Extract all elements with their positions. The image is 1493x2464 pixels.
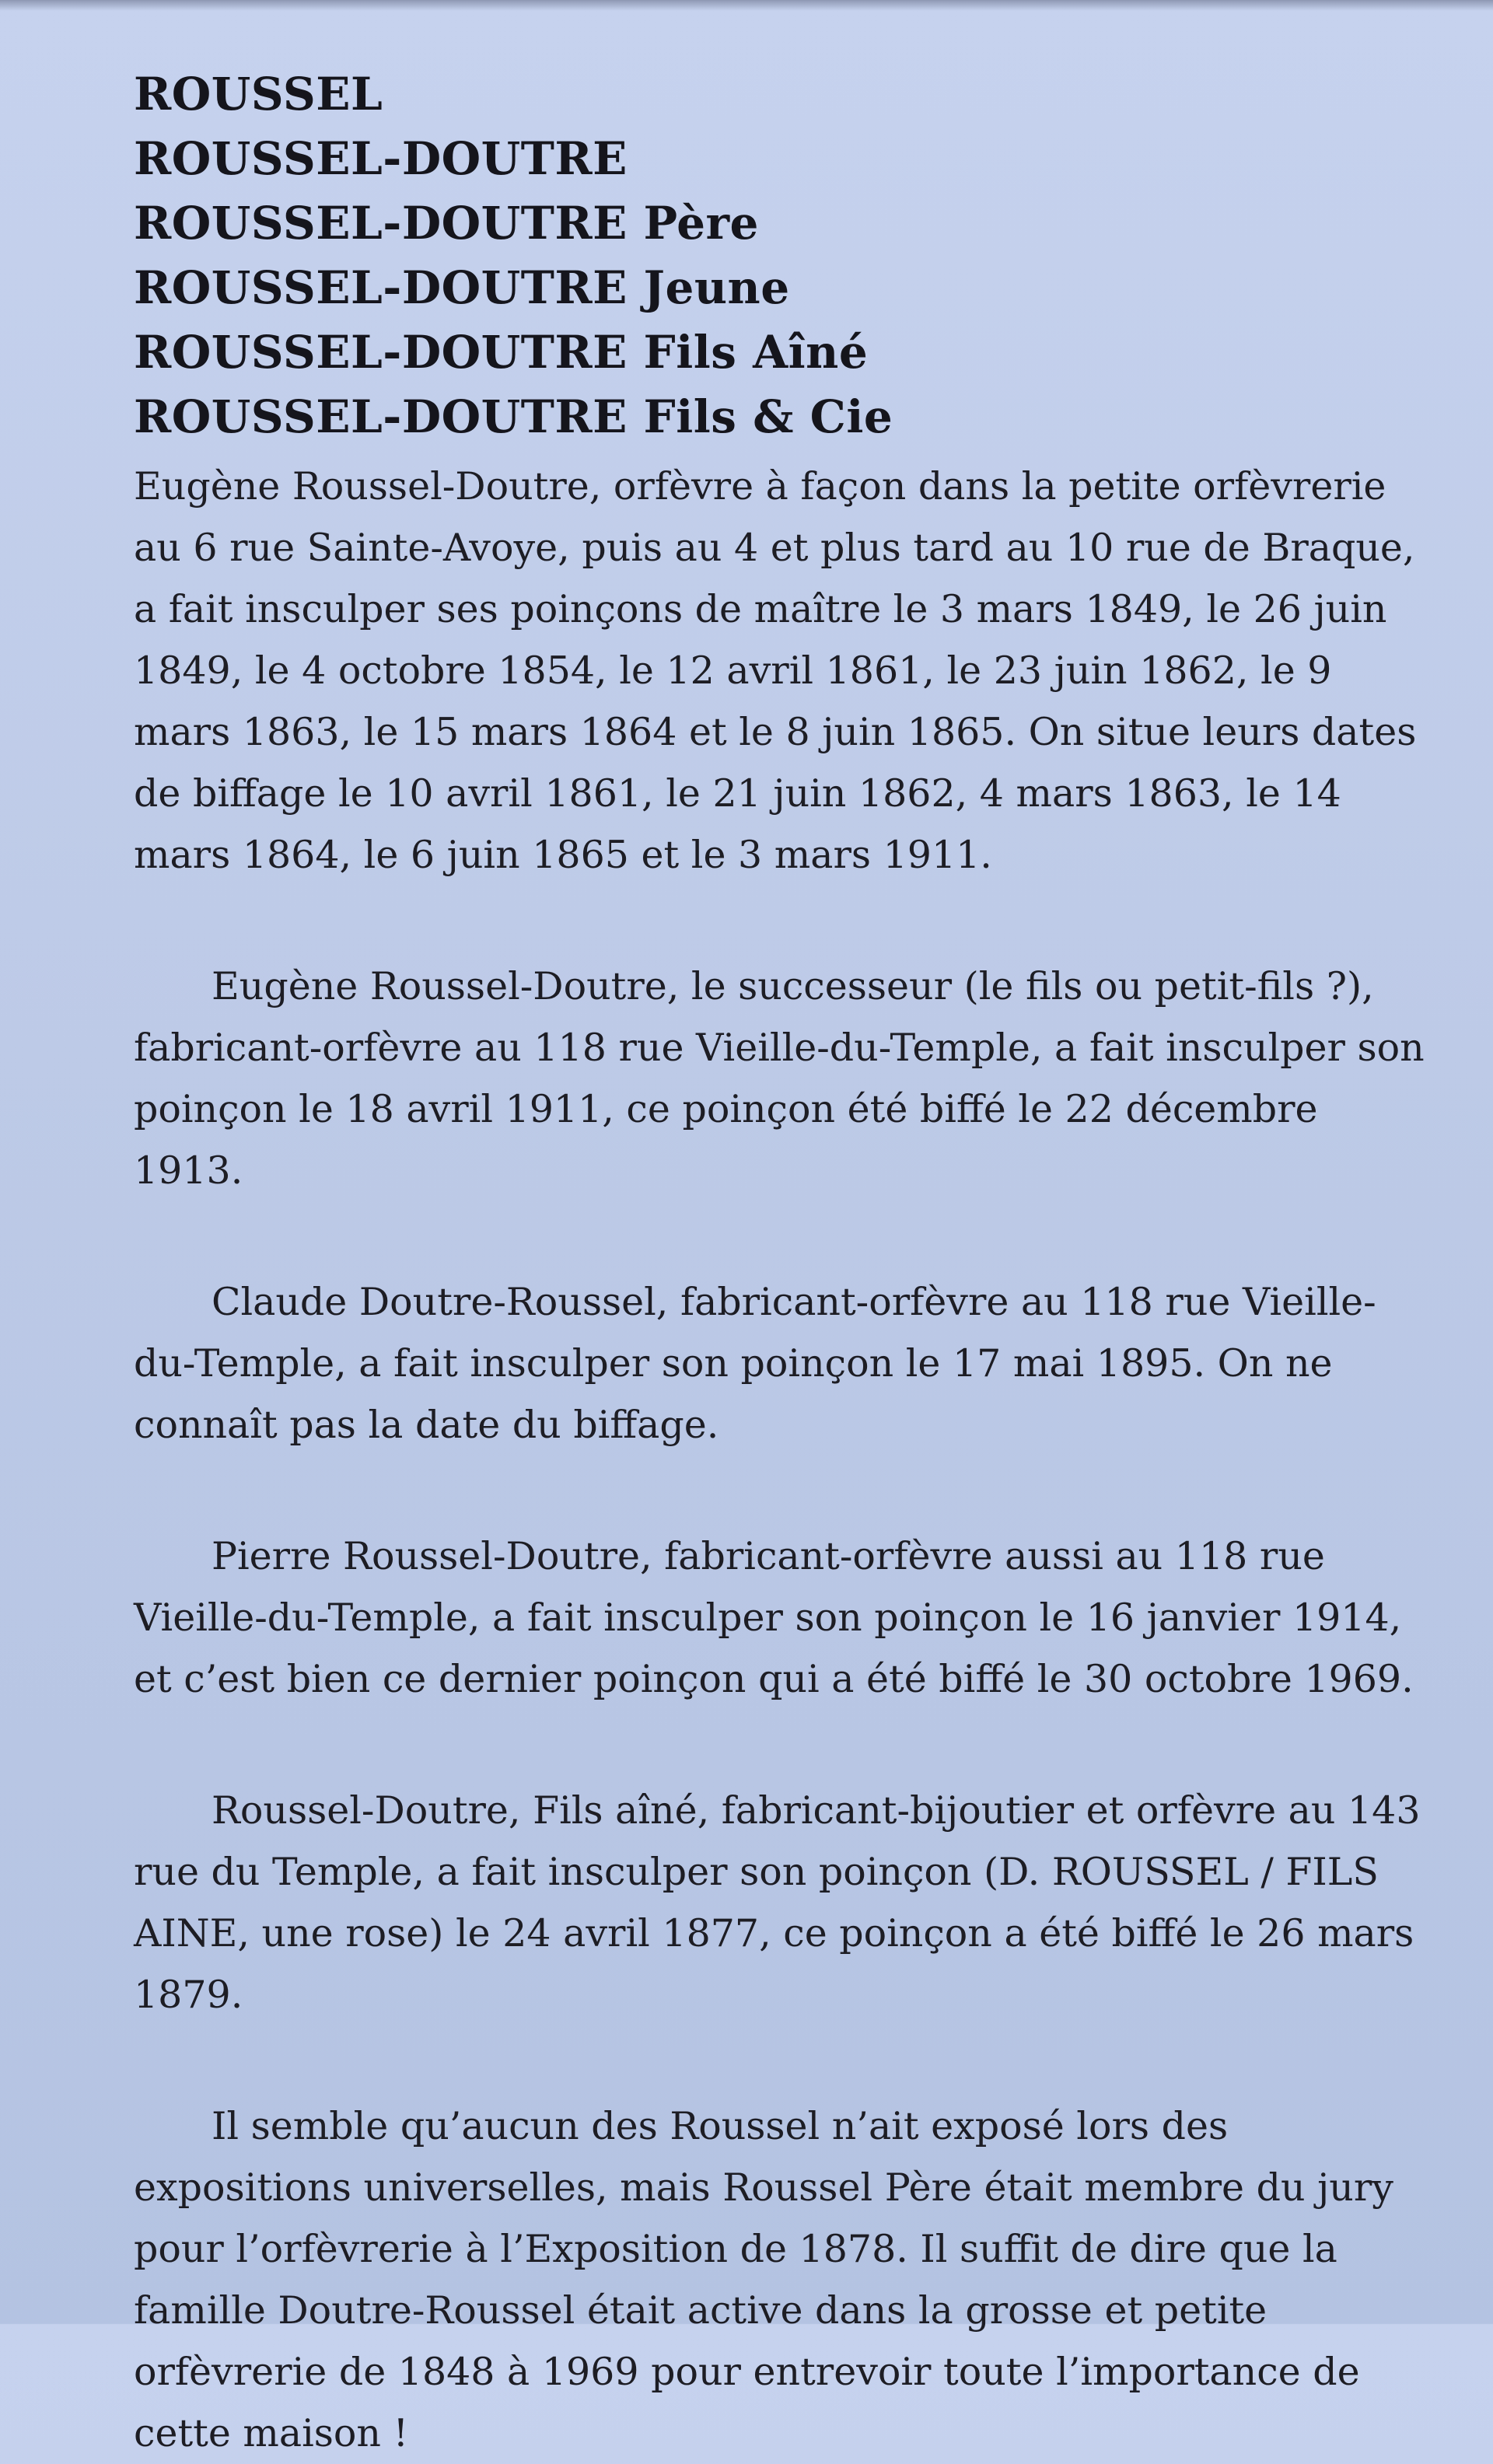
heading-roussel-doutre-jeune: ROUSSEL-DOUTRE Jeune [134,261,790,314]
page-top-shadow [0,0,1493,11]
paragraph-eugene-roussel-doutre: Eugène Roussel-Doutre, orfèvre à façon dans la petite orfèvrerie au 6 rue Sainte-Avoye, puis au 4 et plus tard au 10 rue de Braque, a fait insculper ses poinçons de maître le 3 mars 1849, le 26 juin 1849, le 4 octobre 1854, le 12 avril 1861, le 23 juin 1862, le 9 mars 1863, le 15 mars 1864 et le 8 juin 1865. On situe leurs dates de biffage le 10 avril 1861, le 21 juin 1862, 4 mars 1863, le 14 mars 1864, le 6 juin 1865 et le 3 mars 1911. [134,464,1417,877]
paragraph-claude-doutre-roussel: Claude Doutre-Roussel, fabricant-orfèvre au 118 rue Vieille-du-Temple, a fait insculper son poinçon le 17 mai 1895. On ne connaît pas la date du biffage. [134,1280,1376,1447]
page-content [134,62,1432,2464]
heading-roussel-doutre-fils-aine: ROUSSEL-DOUTRE Fils Aîné [134,326,869,379]
paragraph-fils-aine: Roussel-Doutre, Fils aîné, fabricant-bijoutier et orfèvre au 143 rue du Temple, a fait insculper son poinçon (D. ROUSSEL / FILS AINE, une rose) le 24 avril 1877, ce poinçon a été biffé le 26 mars 1879. [134,1788,1421,2017]
paragraph-eugene-successor: Eugène Roussel-Doutre, le successeur (le fils ou petit-fils ?), fabricant-orfèvre au 118 rue Vieille-du-Temple, a fait insculper son poinçon le 18 avril 1911, ce poinçon été biffé le 22 décembre 1913. [134,964,1425,1193]
maker-names-heading [134,62,1432,449]
heading-roussel: ROUSSEL [134,68,383,121]
heading-roussel-doutre: ROUSSEL-DOUTRE [134,132,628,185]
heading-roussel-doutre-pere: ROUSSEL-DOUTRE Père [134,197,759,250]
heading-roussel-doutre-fils-cie: ROUSSEL-DOUTRE Fils & Cie [134,390,893,443]
paragraph-expositions: Il semble qu’aucun des Roussel n’ait exposé lors des expositions universelles, mais Roussel Père était membre du jury pour l’orfèvrerie à l’Exposition de 1878. Il suffit de dire que la famille Doutre-Roussel était active dans la grosse et petite orfèvrerie de 1848 à 1969 pour entrevoir toute l’importance de cette maison ! [134,2104,1393,2455]
paragraph-pierre-roussel-doutre: Pierre Roussel-Doutre, fabricant-orfèvre aussi au 118 rue Vieille-du-Temple, a fait insculper son poinçon le 16 janvier 1914, et c’est bien ce dernier poinçon qui a été biffé le 30 octobre 1969. [134,1534,1414,1701]
